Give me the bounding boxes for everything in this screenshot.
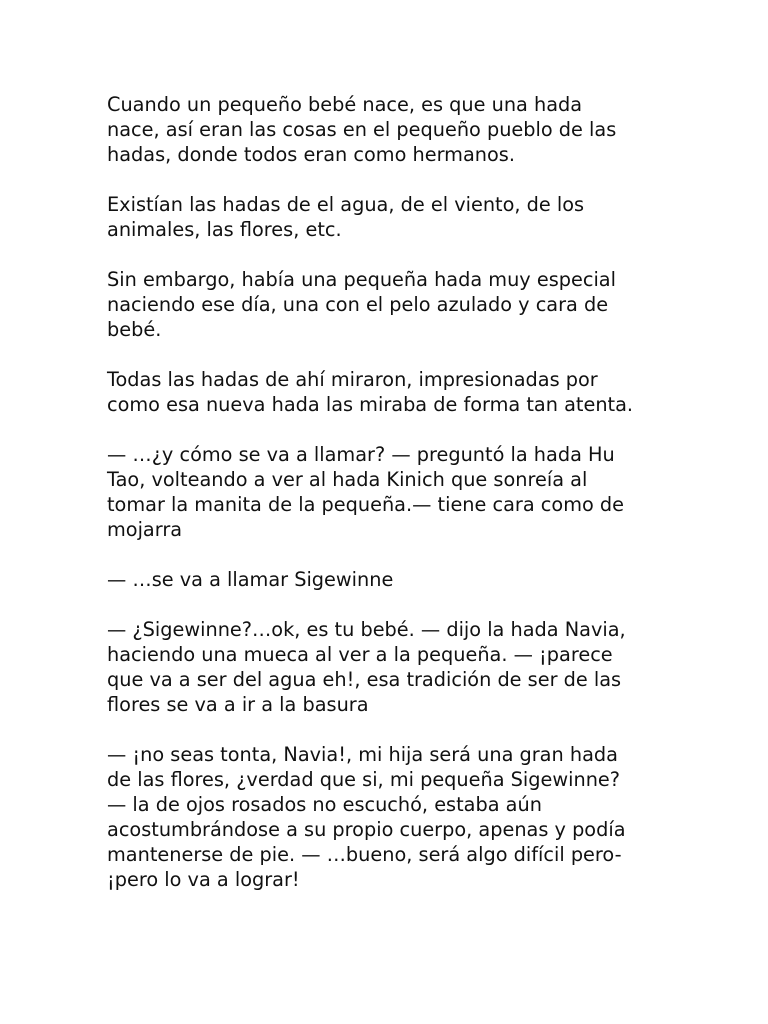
text-line: mojarra: [107, 518, 183, 541]
paragraph-8: [107, 742, 667, 892]
text-line: nace, así eran las cosas en el pequeño pueblo de las: [107, 118, 617, 141]
text-line: Existían las hadas de el agua, de el viento, de los: [107, 193, 585, 216]
text-line: — la de ojos rosados no escuchó, estaba aún: [107, 793, 542, 816]
paragraph-1: [107, 92, 667, 167]
paragraph-2: [107, 192, 667, 242]
paragraph-5: [107, 442, 667, 542]
text-line: — ¡no seas tonta, Navia!, mi hija será una gran hada: [107, 743, 618, 766]
paragraph-6: [107, 567, 667, 592]
text-line: de las flores, ¿verdad que si, mi pequeña Sigewinne?: [107, 768, 621, 791]
text-line: Cuando un pequeño bebé nace, es que una hada: [107, 93, 583, 116]
text-line: ¡pero lo va a lograr!: [107, 868, 300, 891]
text-line: — …se va a llamar Sigewinne: [107, 568, 394, 591]
text-line: acostumbrándose a su propio cuerpo, apenas y podía: [107, 818, 626, 841]
document-page: [107, 92, 667, 917]
text-line: naciendo ese día, una con el pelo azulado y cara de: [107, 293, 609, 316]
text-line: bebé.: [107, 318, 162, 341]
text-line: tomar la manita de la pequeña.— tiene cara como de: [107, 493, 625, 516]
text-line: Sin embargo, había una pequeña hada muy especial: [107, 268, 616, 291]
text-line: como esa nueva hada las miraba de forma tan atenta.: [107, 393, 634, 416]
text-line: que va a ser del agua eh!, esa tradición de ser de las: [107, 668, 622, 691]
text-line: — ¿Sigewinne?…ok, es tu bebé. — dijo la hada Navia,: [107, 618, 626, 641]
text-line: haciendo una mueca al ver a la pequeña. — ¡parece: [107, 643, 613, 666]
paragraph-7: [107, 617, 667, 717]
paragraph-4: [107, 367, 667, 417]
text-line: hadas, donde todos eran como hermanos.: [107, 143, 515, 166]
text-line: animales, las flores, etc.: [107, 218, 342, 241]
text-line: Todas las hadas de ahí miraron, impresionadas por: [107, 368, 598, 391]
text-line: flores se va a ir a la basura: [107, 693, 369, 716]
text-line: mantenerse de pie. — …bueno, será algo difícil pero-: [107, 843, 622, 866]
text-line: — …¿y cómo se va a llamar? — preguntó la hada Hu: [107, 443, 615, 466]
text-line: Tao, volteando a ver al hada Kinich que sonreía al: [107, 468, 588, 491]
paragraph-3: [107, 267, 667, 342]
